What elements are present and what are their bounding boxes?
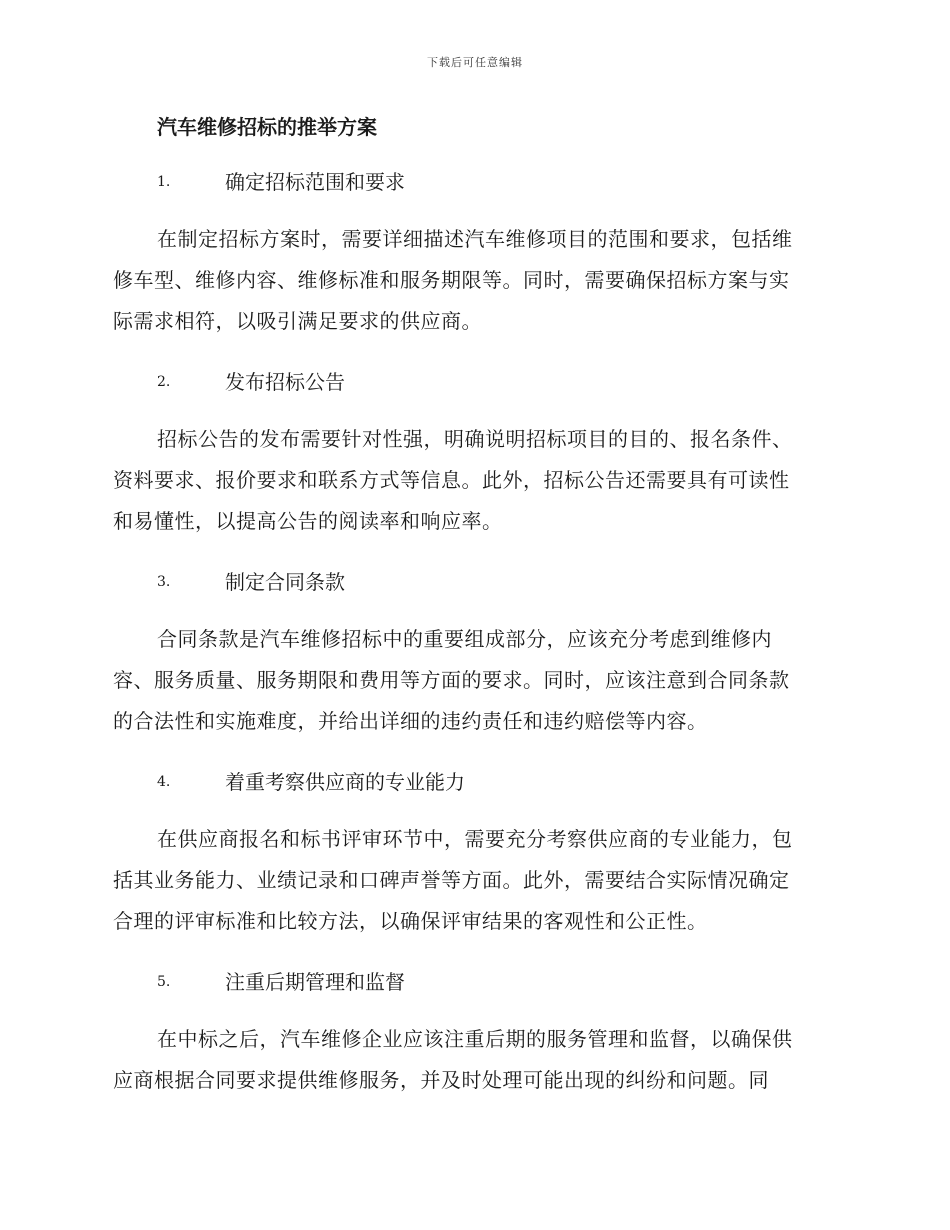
- section-paragraph-1: [113, 219, 833, 342]
- section-heading-text: 制定合同条款: [225, 570, 345, 594]
- paragraph-line: 容、服务质量、服务期限和费用等方面的要求。同时，应该注意到合同条款: [113, 668, 790, 692]
- paragraph-line: 应商根据合同要求提供维修服务，并及时处理可能出现的纠纷和问题。同: [113, 1068, 769, 1092]
- paragraph-line: 在中标之后，汽车维修企业应该注重后期的服务管理和监督，以确保供: [157, 1027, 793, 1051]
- section-number: 3.: [157, 574, 171, 590]
- paragraph-line: 际需求相符，以吸引满足要求的供应商。: [113, 309, 482, 333]
- paragraph-line: 合同条款是汽车维修招标中的重要组成部分，应该充分考虑到维修内: [157, 627, 772, 651]
- paragraph-line: 在制定招标方案时，需要详细描述汽车维修项目的范围和要求，包括维: [157, 227, 793, 251]
- section-heading-text: 发布招标公告: [225, 370, 345, 394]
- paragraph-line: 合理的评审标准和比较方法，以确保评审结果的客观性和公正性。: [113, 909, 708, 933]
- section-number: 1.: [157, 174, 171, 190]
- section-heading-text: 确定招标范围和要求: [225, 170, 405, 194]
- paragraph-line: 修车型、维修内容、维修标准和服务期限等。同时，需要确保招标方案与实: [113, 268, 790, 292]
- document-title: 汽车维修招标的推举方案: [157, 115, 377, 139]
- paragraph-line: 括其业务能力、业绩记录和口碑声誉等方面。此外，需要结合实际情况确定: [113, 868, 790, 892]
- section-heading-1: [113, 167, 833, 197]
- paragraph-line: 和易懂性，以提高公告的阅读率和响应率。: [113, 509, 503, 533]
- section-number: 5.: [157, 974, 171, 990]
- section-heading-text: 注重后期管理和监督: [225, 970, 405, 994]
- paragraph-line: 招标公告的发布需要针对性强，明确说明招标项目的目的、报名条件、: [157, 427, 793, 451]
- section-number: 4.: [157, 774, 171, 790]
- section-heading-2: [113, 367, 833, 397]
- section-paragraph-2: [113, 419, 833, 542]
- section-number: 2.: [157, 374, 171, 390]
- section-heading-4: [113, 767, 833, 797]
- section-paragraph-3: [113, 619, 833, 742]
- paragraph-line: 在供应商报名和标书评审环节中，需要充分考察供应商的专业能力，包: [157, 827, 793, 851]
- section-heading-3: [113, 567, 833, 597]
- section-paragraph-4: [113, 819, 833, 942]
- section-paragraph-5: [113, 1019, 833, 1101]
- document-body: [113, 112, 833, 1101]
- paragraph-line: 的合法性和实施难度，并给出详细的违约责任和违约赔偿等内容。: [113, 709, 708, 733]
- page-header: 下载后可任意编辑: [427, 56, 523, 69]
- section-heading-5: [113, 967, 833, 997]
- paragraph-line: 资料要求、报价要求和联系方式等信息。此外，招标公告还需要具有可读性: [113, 468, 790, 492]
- section-heading-text: 着重考察供应商的专业能力: [225, 770, 465, 794]
